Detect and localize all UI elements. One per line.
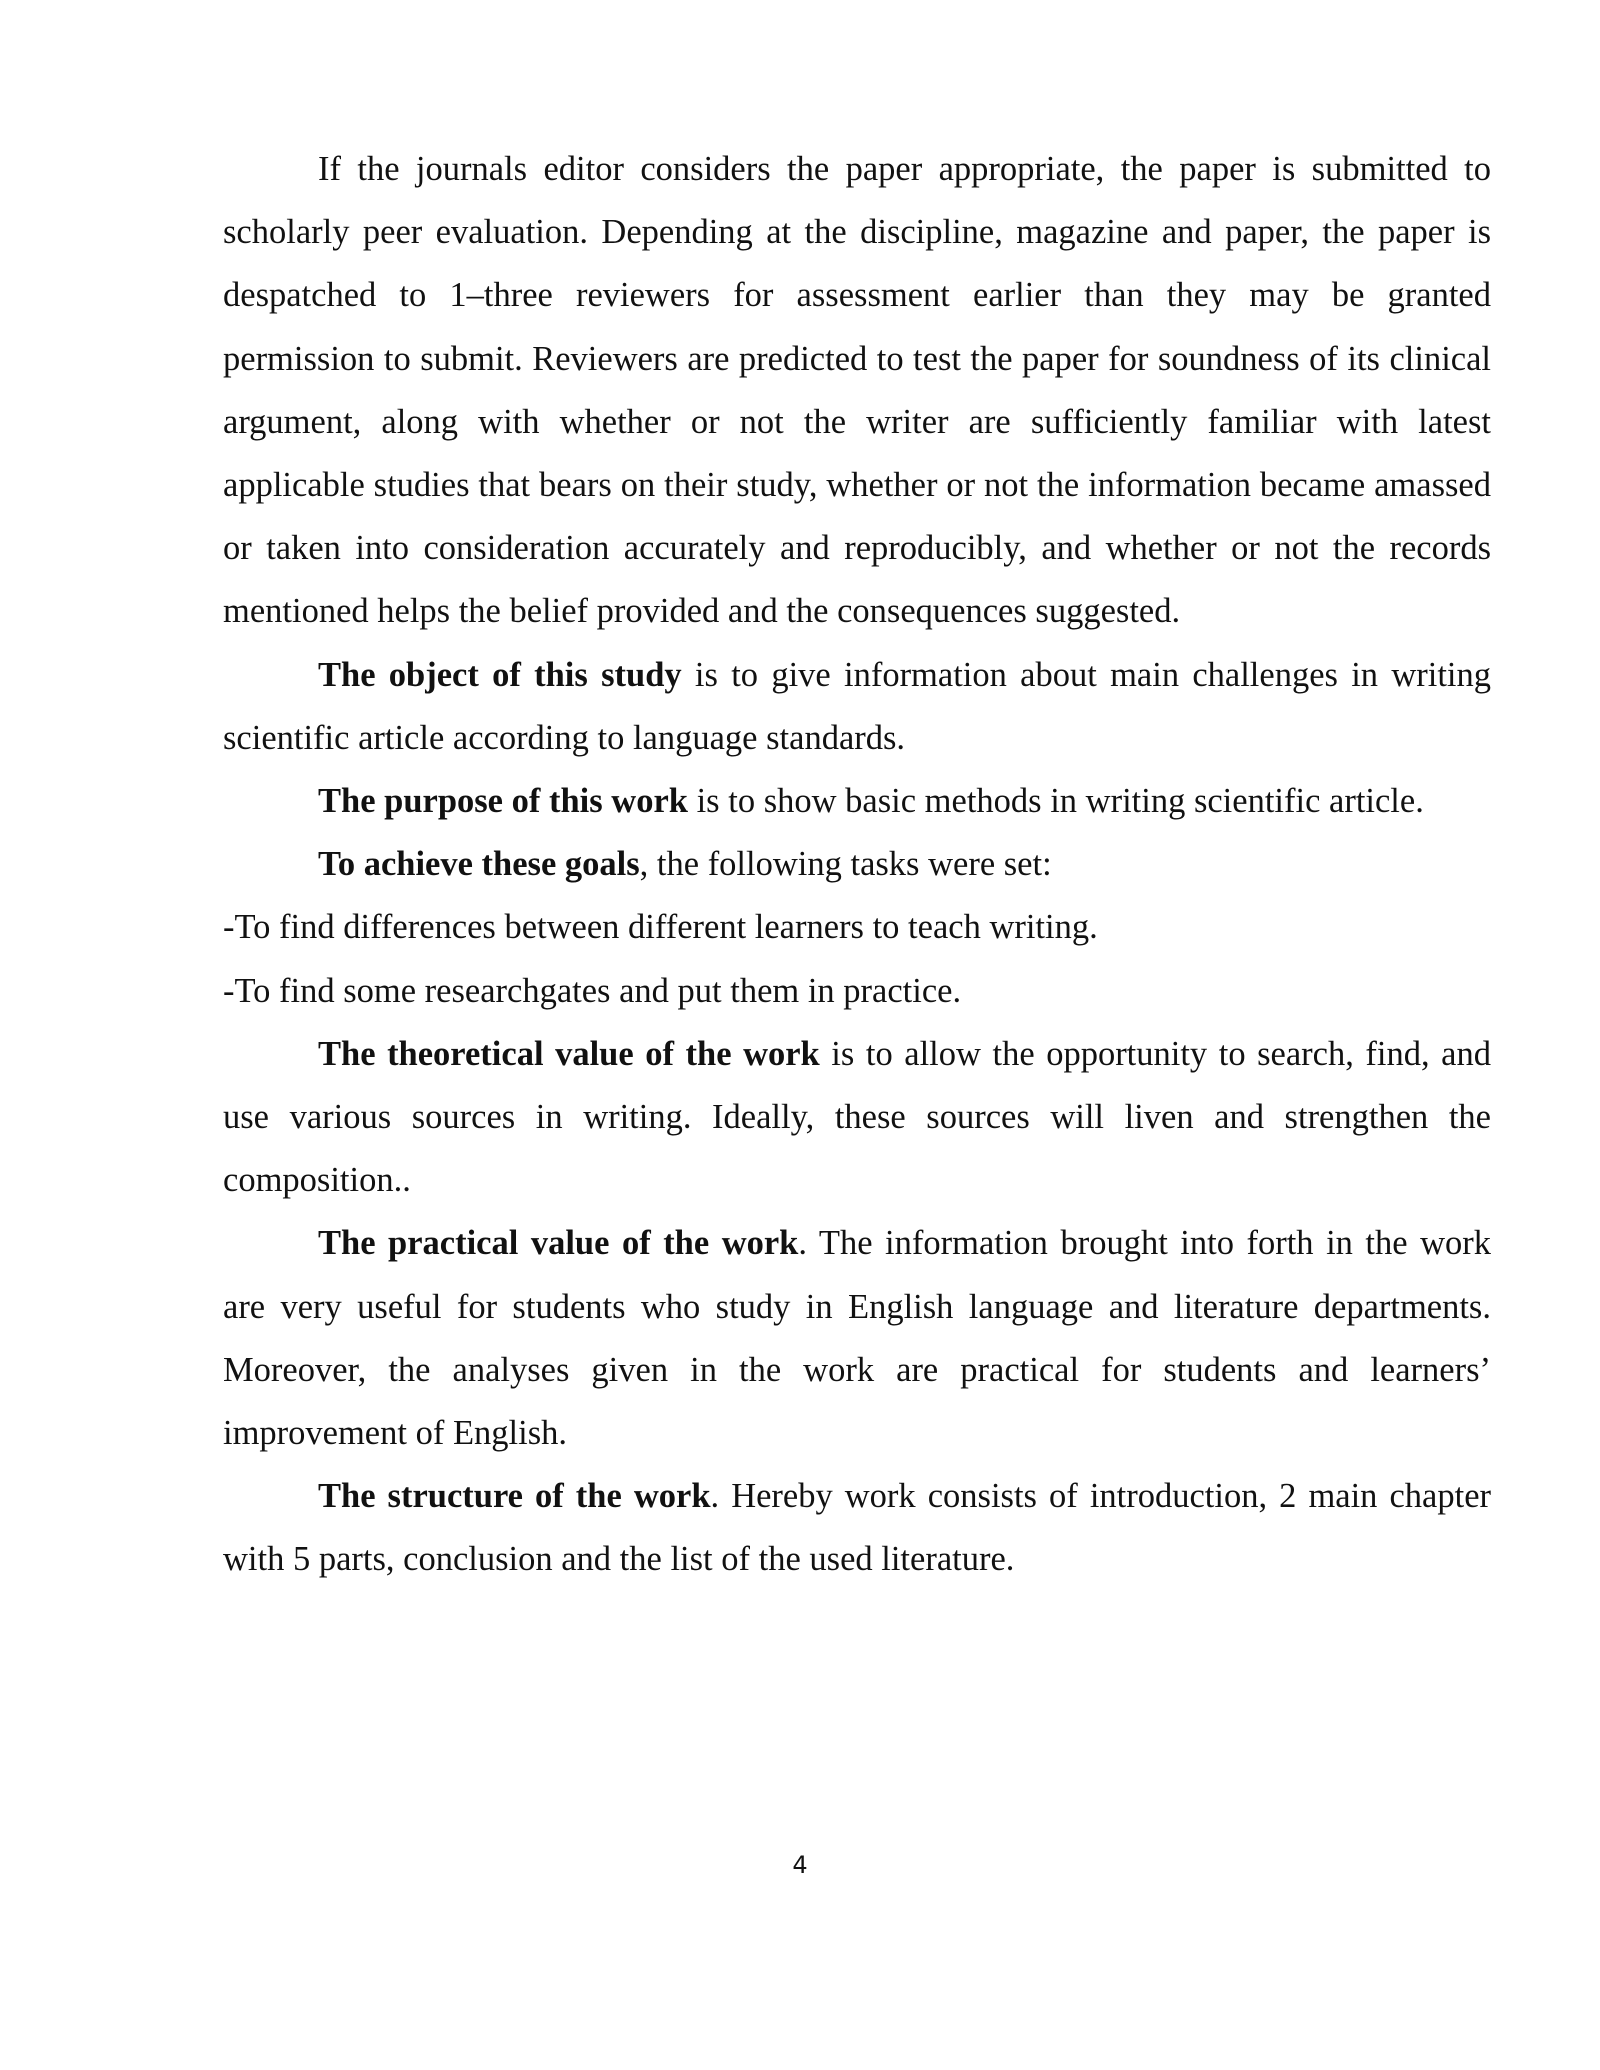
paragraph-lead: The purpose of this work — [318, 782, 688, 821]
paragraph-text: is to show basic methods in writing scientific article. — [687, 782, 1424, 821]
paragraph-text: , the following tasks were set: — [639, 845, 1052, 884]
paragraph-structure — [223, 1465, 1491, 1591]
page-number: 4 — [792, 1851, 808, 1879]
paragraph-object-of-study — [223, 644, 1491, 770]
paragraph-lead: The structure of the work — [318, 1477, 711, 1516]
paragraph-text: . Hereby work consists of introduction, 2 main chapter with 5 parts, conclusion and the list of the used literature. — [223, 1477, 1491, 1579]
body-text — [223, 138, 1491, 1592]
paragraph-text: is to give information about main challenges in writing scientific article according to language standards. — [223, 655, 1491, 757]
task-item: -To find some researchgates and put them in practice. — [223, 971, 962, 1010]
paragraph-text: is to allow the opportunity to search, find, and use various sources in writing. Ideally, these sources will liven and strengthen the composition.. — [223, 1034, 1491, 1200]
paragraph-text: If the journals editor considers the paper appropriate, the paper is submitted to scholarly peer evaluation. Depending at the discipline, magazine and paper, the paper is despatched to 1–three reviewers for assessment earlier than they may be granted permission to submit. Reviewers are predicted to test the paper for soundness of its clinical argument, along with whether or not the writer are sufficiently familiar with latest applicable studies that bears on their study, whether or not the information became amassed or taken into consideration accurately and reproducibly, and whether or not the records mentioned helps the belief provided and the consequences suggested. — [223, 150, 1491, 631]
paragraph-peer-review — [223, 138, 1491, 644]
paragraph-lead: To achieve these goals — [318, 845, 640, 884]
paragraph-lead: The theoretical value of the work — [318, 1034, 820, 1073]
paragraph-goals — [223, 833, 1491, 896]
paragraph-practical-value — [223, 1212, 1491, 1465]
task-item: -To find differences between different learners to teach writing. — [223, 908, 1098, 947]
paragraph-theoretical-value — [223, 1023, 1491, 1213]
paragraph-purpose — [223, 770, 1491, 833]
paragraph-text: . The information brought into forth in the work are very useful for students who study in English language and literature departments. Moreover, the analyses given in the work are practical for students and learners’ improvement of English. — [223, 1224, 1491, 1453]
paragraph-lead: The practical value of the work — [318, 1224, 799, 1263]
paragraph-lead: The object of this study — [318, 655, 682, 694]
